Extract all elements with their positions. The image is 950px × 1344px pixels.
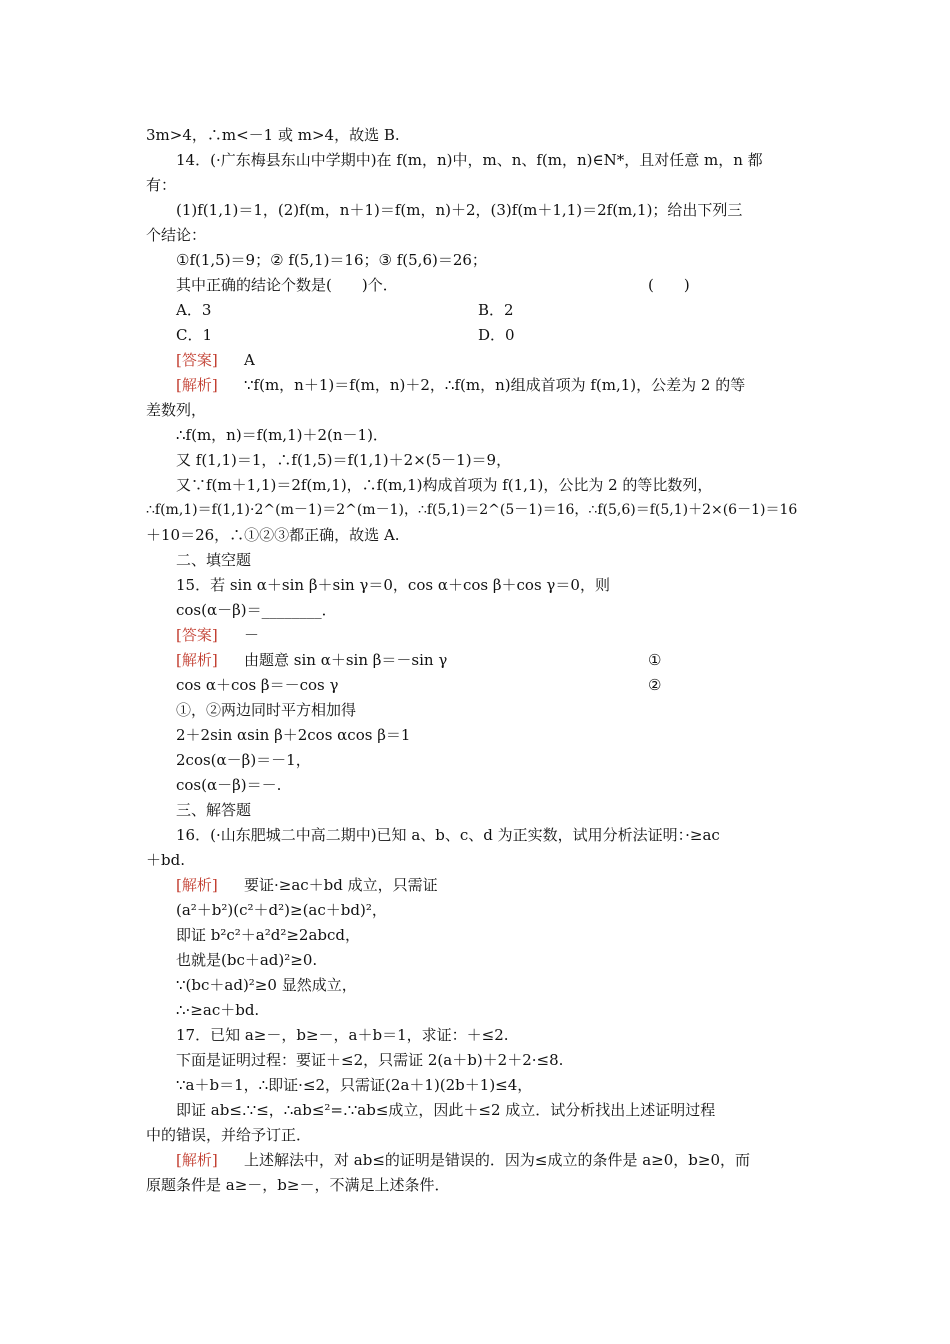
text-line: 中的错误，并给予订正． xyxy=(146,1126,312,1144)
option-c: C．1 xyxy=(176,326,213,344)
answer-value: A xyxy=(244,351,255,369)
analysis-text: 上述解法中，对 ab≤的证明是错误的．因为≤成立的条件是 a≥0，b≥0，而 xyxy=(244,1151,750,1169)
text-line: 差数列， xyxy=(146,401,207,419)
analysis-tag: [解析] xyxy=(176,876,218,894)
text-line: ＋bd. xyxy=(146,851,185,869)
text-line: 原题条件是 a≥－，b≥－，不满足上述条件． xyxy=(146,1176,450,1194)
text-line: ∴f(m，n)＝f(m,1)＋2(n－1)． xyxy=(176,426,388,444)
text-line: ∵a＋b＝1，∴即证·≤2，只需证(2a＋1)(2b＋1)≤4， xyxy=(176,1076,533,1094)
text-line: 即证 b²c²＋a²d²≥2abcd， xyxy=(176,926,361,944)
text-line: (a²＋b²)(c²＋d²)≥(ac＋bd)²， xyxy=(176,901,387,919)
text-line: ∴·≥ac＋bd. xyxy=(176,1001,260,1019)
text-line: cos α＋cos β＝－cos γ xyxy=(176,676,339,694)
text-line: ∴f(m,1)＝f(1,1)·2^(m－1)＝2^(m－1)，∴f(5,1)＝2^(5－1)＝16，∴f(5,6)＝f(5,1)＋2×(6－1)＝16 xyxy=(146,502,798,518)
text-line: 又∵f(m＋1,1)＝2f(m,1)，∴f(m,1)构成首项为 f(1,1)，公比为 2 的等比数列， xyxy=(176,476,713,494)
text-line: 2cos(α－β)＝－1， xyxy=(176,751,311,769)
text-line: ∵(bc＋ad)²≥0 显然成立， xyxy=(176,976,357,994)
option-b: B．2 xyxy=(478,301,514,319)
analysis-tag: [解析] xyxy=(176,651,218,669)
analysis-tag: [解析] xyxy=(176,376,218,394)
problem-15-blank: cos(α－β)＝________． xyxy=(176,601,337,619)
option-a: A．3 xyxy=(176,301,212,319)
text-line: ＋10＝26，∴①②③都正确，故选 A. xyxy=(146,526,400,544)
text-line: 也就是(bc＋ad)²≥0. xyxy=(176,951,318,969)
text-line: ①，②两边同时平方相加得 xyxy=(176,701,357,719)
text-line: cos(α－β)＝－. xyxy=(176,776,282,794)
answer-value: － xyxy=(244,626,260,644)
answer-tag: [答案] xyxy=(176,351,218,369)
text-line: 3m>4，∴m<－1 或 m>4，故选 B. xyxy=(146,126,400,144)
problem-16-stem: 16．(·山东肥城二中高二期中)已知 a、b、c、d 为正实数，试用分析法证明：·≥ac xyxy=(176,826,720,844)
answer-tag: [答案] xyxy=(176,626,218,644)
analysis-text: 要证·≥ac＋bd 成立，只需证 xyxy=(244,876,438,894)
text-line: 2＋2sin αsin β＋2cos αcos β＝1 xyxy=(176,726,411,744)
text-line: 又 f(1,1)＝1，∴f(1,5)＝f(1,1)＋2×(5－1)＝9， xyxy=(176,451,512,469)
text-line: 有： xyxy=(146,176,177,194)
text-line: 个结论： xyxy=(146,226,207,244)
problem-15-stem: 15．若 sin α＋sin β＋sin γ＝0，cos α＋cos β＋cos γ＝0，则 xyxy=(176,576,610,594)
analysis-text: 由题意 sin α＋sin β＝－sin γ xyxy=(244,651,448,669)
equation-number: ② xyxy=(648,676,662,694)
text-line: 即证 ab≤.∵≤，∴ab≤²=.∵ab≤成立，因此＋≤2 成立．试分析找出上述证明过程 xyxy=(176,1101,716,1119)
problem-14-stem: 14．(·广东梅县东山中学期中)在 f(m，n)中，m、n、f(m，n)∈N*，且对任意 m，n 都 xyxy=(176,151,763,169)
option-d: D．0 xyxy=(478,326,515,344)
problem-14-question: 其中正确的结论个数是( )个． xyxy=(176,276,398,294)
equation-number: ① xyxy=(648,651,662,669)
problem-14-conditions: (1)f(1,1)＝1，(2)f(m，n＋1)＝f(m，n)＋2，(3)f(m＋1,1)＝2f(m,1)；给出下列三 xyxy=(176,201,743,219)
problem-17-stem: 17．已知 a≥－，b≥－，a＋b＝1，求证：＋≤2. xyxy=(176,1026,509,1044)
problem-14-conclusions: ①f(1,5)＝9；② f(5,1)＝16；③ f(5,6)＝26； xyxy=(176,251,487,269)
section-heading-fill-in: 二、填空题 xyxy=(176,551,252,569)
analysis-text: ∵f(m，n＋1)＝f(m，n)＋2，∴f(m，n)组成首项为 f(m,1)，公差为 2 的等 xyxy=(244,376,746,394)
answer-blank: ( ) xyxy=(648,276,690,294)
analysis-tag: [解析] xyxy=(176,1151,218,1169)
section-heading-solutions: 三、解答题 xyxy=(176,801,252,819)
text-line: 下面是证明过程：要证＋≤2，只需证 2(a＋b)＋2＋2·≤8. xyxy=(176,1051,564,1069)
